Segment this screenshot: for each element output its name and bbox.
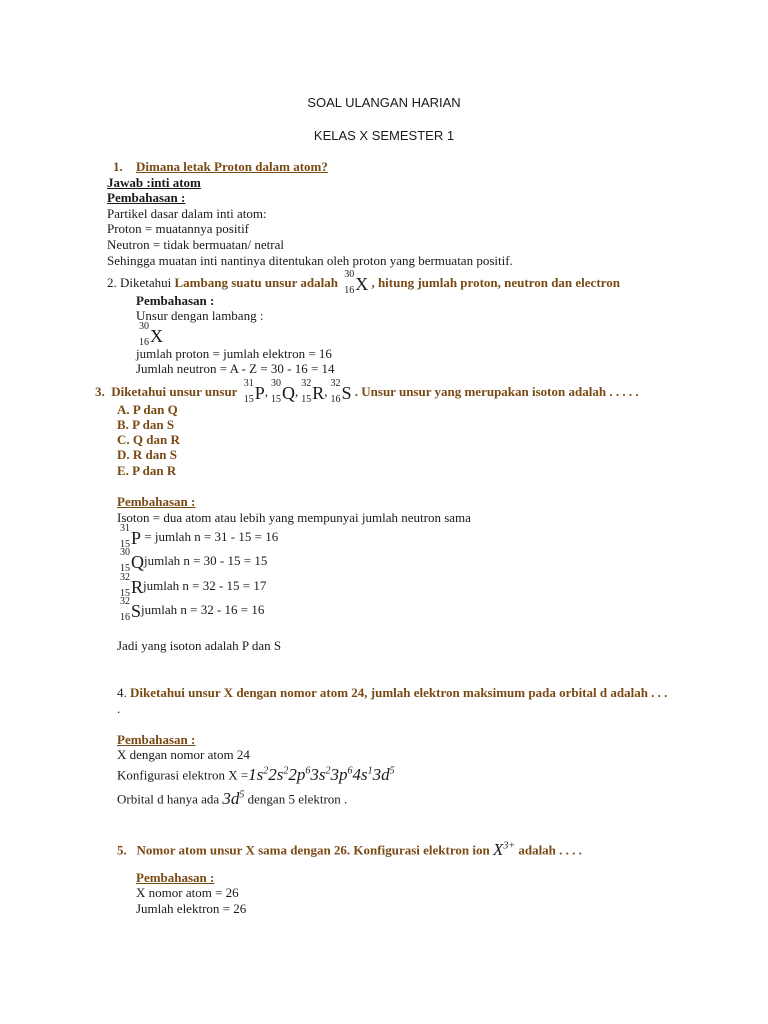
q5-question: Nomor atom unsur X sama dengan 26. Konfigurasi elektron ion xyxy=(136,842,490,858)
q2-line: Unsur dengan lambang : xyxy=(136,308,264,323)
page-subtitle: KELAS X SEMESTER 1 xyxy=(313,128,455,143)
q5-discussion-label: Pembahasan : xyxy=(136,870,215,885)
q5-line xyxy=(117,838,582,858)
q1-line: Proton = muatannya positif xyxy=(107,221,250,236)
q4-discussion-label: Pembahasan : xyxy=(117,732,196,747)
q3-option: E. P dan R xyxy=(117,463,177,478)
q2-question: Lambang suatu unsur adalah xyxy=(174,275,338,290)
q4-question-cont: . xyxy=(117,701,121,716)
q2-question-tail: , hitung jumlah proton, neutron dan electron xyxy=(371,275,620,290)
page-title: SOAL ULANGAN HARIAN xyxy=(307,95,461,110)
nuclide-r: R xyxy=(312,383,325,403)
q1-question: Dimana letak Proton dalam atom? xyxy=(136,159,328,174)
orbital-term: $3d^5$ xyxy=(222,788,245,808)
q4-config: Konfigurasi elektron $X =1s^22s^22p^63s^23p^64s^13d^5$ xyxy=(117,764,395,784)
q2-number: 2. xyxy=(107,275,117,290)
nuclide-x-symbol: X xyxy=(355,274,369,294)
q4-number: 4. xyxy=(117,685,127,700)
q3-calc-r: 32 15 Rjumlah n = 32 - 15 = 17 xyxy=(120,572,267,599)
q2-line: jumlah proton = jumlah elektron = 16 xyxy=(136,346,332,361)
q1-number: 1. xyxy=(113,159,123,174)
electron-configuration: $1s^22s^22p^63s^23p^64s^13d^5$ xyxy=(248,764,395,784)
q3-calc-s: 32 16 Sjumlah n = 32 - 16 = 16 xyxy=(120,596,265,623)
ion-symbol: $X^{3+}$ xyxy=(492,839,516,859)
q3-calc-p: 31 15 P = jumlah n = 31 - 15 = 16 xyxy=(120,523,279,550)
q5-line: X nomor atom = 26 xyxy=(136,885,239,900)
q1-answer: Jawab :inti atom xyxy=(107,175,201,190)
q4-line xyxy=(117,685,667,700)
nuclide-s: S xyxy=(341,383,352,403)
nuclide-p: P xyxy=(254,383,265,403)
q3-calc-q: 30 15 Qjumlah n = 30 - 15 = 15 xyxy=(120,547,268,574)
q2-intro: Diketahui xyxy=(120,275,172,290)
q5-number: 5. xyxy=(117,842,127,858)
nuclide-x: 30 16 xyxy=(344,269,355,296)
q4-line: X dengan nomor atom 24 xyxy=(117,747,250,762)
q5-question-tail: adalah . . . . xyxy=(518,842,582,858)
q1-line: Sehingga muatan inti nantinya ditentukan oleh proton yang bermuatan positif. xyxy=(107,253,513,268)
q3-definition: Isoton = dua atom atau lebih yang mempunyai jumlah neutron sama xyxy=(117,510,471,525)
q3-option: C. Q dan R xyxy=(117,432,180,447)
q3-line: 3. Diketahui unsur unsur 31 15 P, 30 15 Q, 32 15 R, 32 16 S . Unsur unsur yang merupakan isoton adalah . . . . . xyxy=(95,378,639,405)
nuclide-x: 30 16 xyxy=(139,321,149,348)
q2-discussion-label: Pembahasan : xyxy=(136,293,215,308)
q3-option: B. P dan S xyxy=(117,417,175,432)
nuclide-x-symbol: X xyxy=(150,326,163,346)
q5-line: Jumlah elektron = 26 xyxy=(136,901,247,916)
q1-line: Neutron = tidak bermuatan/ netral xyxy=(107,237,284,252)
q3-question-tail: . Unsur unsur yang merupakan isoton adalah . . . . . xyxy=(354,384,639,399)
q3-option: A. P dan Q xyxy=(117,402,178,417)
q3-number: 3. xyxy=(95,384,105,399)
q3-discussion-label: Pembahasan : xyxy=(117,494,196,509)
q2-line: Jumlah neutron = A - Z = 30 - 16 = 14 xyxy=(136,361,335,376)
q3-question: Diketahui unsur unsur xyxy=(111,384,238,399)
q3-conclusion: Jadi yang isoton adalah P dan S xyxy=(117,638,282,653)
q3-option: D. R dan S xyxy=(117,447,177,462)
q1-line: Partikel dasar dalam inti atom: xyxy=(107,206,267,221)
q1-discussion-label: Pembahasan : xyxy=(107,190,186,205)
q4-orbital: Orbital d hanya ada $3d^5$ dengan 5 elektron . xyxy=(117,788,348,808)
q4-question: Diketahui unsur X dengan nomor atom 24, jumlah elektron maksimum pada orbital d adalah . . . xyxy=(130,685,668,700)
nuclide-q: Q xyxy=(281,383,295,403)
q2-nuclide xyxy=(136,322,163,348)
